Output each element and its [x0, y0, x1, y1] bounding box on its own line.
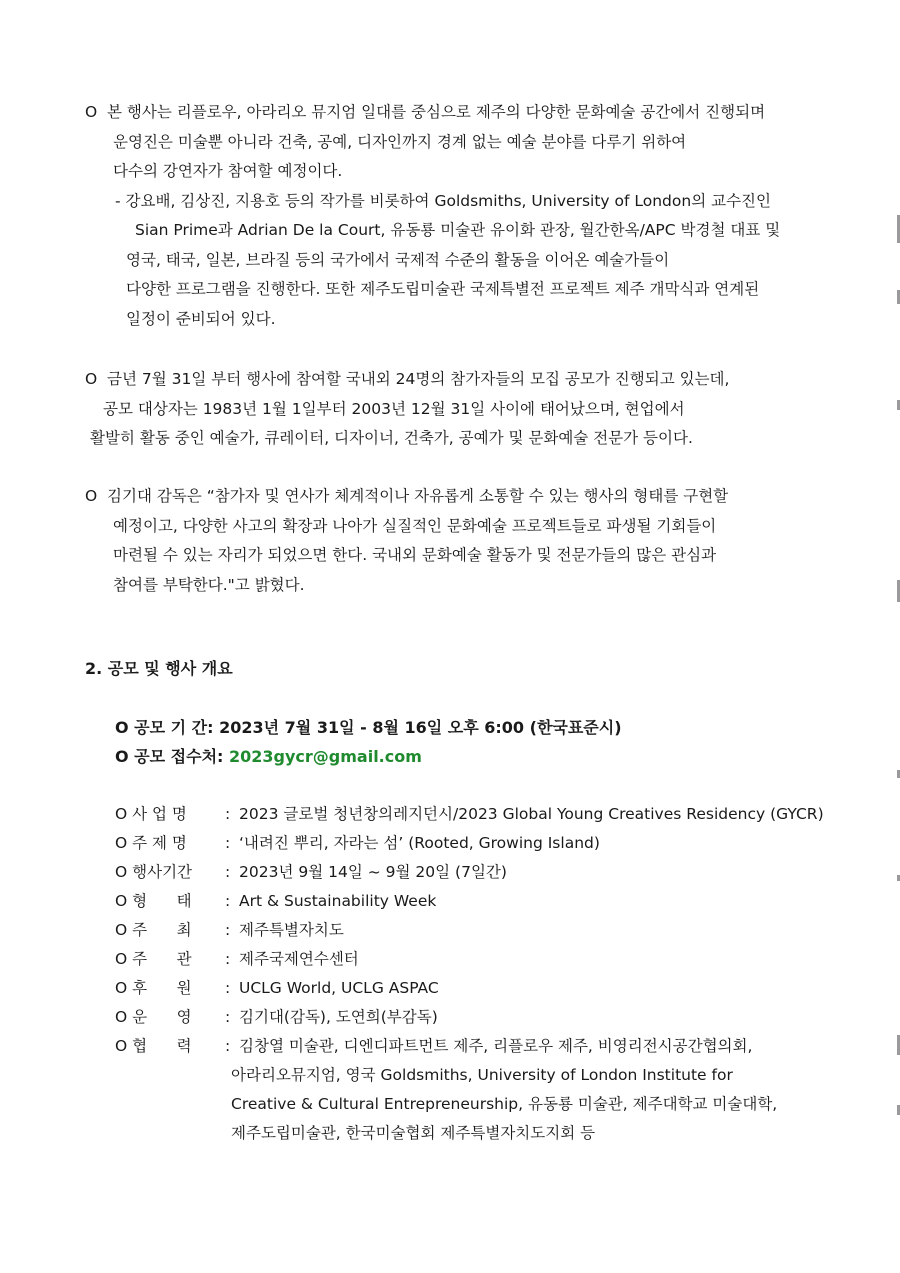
info-row-partners-continued: Creative & Cultural Entrepreneurship, 유동룡 미술관, 제주대학교 미술대학,	[231, 1095, 778, 1113]
paragraph-line: 참여를 부탁한다."고 밝혔다.	[113, 575, 305, 594]
sub-item-line: 일정이 준비되어 있다.	[126, 309, 276, 328]
paragraph-line: 다수의 강연자가 참여할 예정이다.	[113, 162, 343, 180]
paragraph-line: O 본 행사는 리플로우, 아라리오 뮤지엄 일대를 중심으로 제주의 다양한 문화예술 공간에서 진행되며	[85, 103, 766, 121]
application-period: O 공모 기 간: 2023년 7월 31일 - 8월 16일 오후 6:00 (한국표준시)	[115, 718, 622, 737]
paragraph-line: 예정이고, 다양한 사고의 확장과 나아가 실질적인 문화예술 프로젝트들로 파생될 기회들이	[113, 516, 717, 535]
application-contact	[115, 743, 422, 771]
paragraph-program-overview	[85, 98, 815, 334]
paragraph-line: O 금년 7월 31일 부터 행사에 참여할 국내외 24명의 참가자들의 모집 공모가 진행되고 있는데,	[85, 370, 730, 388]
contact-email-link[interactable]: 2023gycr@gmail.com	[229, 747, 422, 766]
sub-item-line: Sian Prime과 Adrian De la Court, 유동룡 미술관 유이화 관장, 월간한옥/APC 박경철 대표 및	[135, 221, 781, 239]
paragraph-recruitment	[85, 365, 815, 454]
info-row-sponsor: O 후 원 : UCLG World, UCLG ASPAC	[115, 979, 439, 997]
info-row-host: O 주 최 : 제주특별자치도	[115, 921, 344, 939]
info-row-operator: O 운 영 : 김기대(감독), 도연희(부감독)	[115, 1008, 438, 1026]
paragraph-line: O 김기대 감독은 “참가자 및 연사가 체계적이나 자유롭게 소통할 수 있는 행사의 형태를 구현할	[85, 487, 729, 505]
info-row-project-name: O 사 업 명 : 2023 글로벌 청년창의레지던시/2023 Global Young Creatives Residency (GYCR)	[115, 805, 824, 823]
info-row-format: O 형 태 : Art & Sustainability Week	[115, 892, 437, 910]
info-row-event-period: O 행사기간 : 2023년 9월 14일 ~ 9월 20일 (7일간)	[115, 863, 507, 881]
paragraph-director-quote	[85, 482, 815, 600]
info-row-theme: O 주 제 명 : ‘내려진 뿌리, 자라는 섬’ (Rooted, Growing Island)	[115, 834, 600, 852]
sub-item-line: 다양한 프로그램을 진행한다. 또한 제주도립미술관 국제특별전 프로젝트 제주 개막식과 연계된	[126, 280, 760, 298]
paragraph-line: 공모 대상자는 1983년 1월 1일부터 2003년 12월 31일 사이에 태어났으며, 현업에서	[103, 399, 685, 418]
paragraph-line: 활발히 활동 중인 예술가, 큐레이터, 디자이너, 건축가, 공예가 및 문화예술 전문가 등이다.	[90, 429, 693, 447]
info-row-organizer: O 주 관 : 제주국제연수센터	[115, 950, 359, 968]
paragraph-line: 운영진은 미술뿐 아니라 건축, 공예, 디자인까지 경계 없는 예술 분야를 다루기 위하여	[113, 132, 687, 151]
info-row-partners-continued: 아라리오뮤지엄, 영국 Goldsmiths, University of London Institute for	[231, 1066, 733, 1084]
contact-label: O 공모 접수처:	[115, 747, 229, 766]
paragraph-line: 마련될 수 있는 자리가 되었으면 한다. 국내외 문화예술 활동가 및 전문가들의 많은 관심과	[113, 546, 717, 564]
sub-item-line: 영국, 태국, 일본, 브라질 등의 국가에서 국제적 수준의 활동을 이어온 예술가들이	[126, 250, 670, 269]
sub-item-line: - 강요배, 김상진, 지용호 등의 작가를 비롯하여 Goldsmiths, University of London의 교수진인	[115, 191, 771, 210]
section-title: 2. 공모 및 행사 개요	[85, 659, 233, 678]
info-row-partners: O 협 력 : 김창열 미술관, 디엔디파트먼트 제주, 리플로우 제주, 비영리전시공간협의회,	[115, 1037, 753, 1055]
info-row-partners-continued: 제주도립미술관, 한국미술협회 제주특별자치도지회 등	[231, 1124, 596, 1142]
